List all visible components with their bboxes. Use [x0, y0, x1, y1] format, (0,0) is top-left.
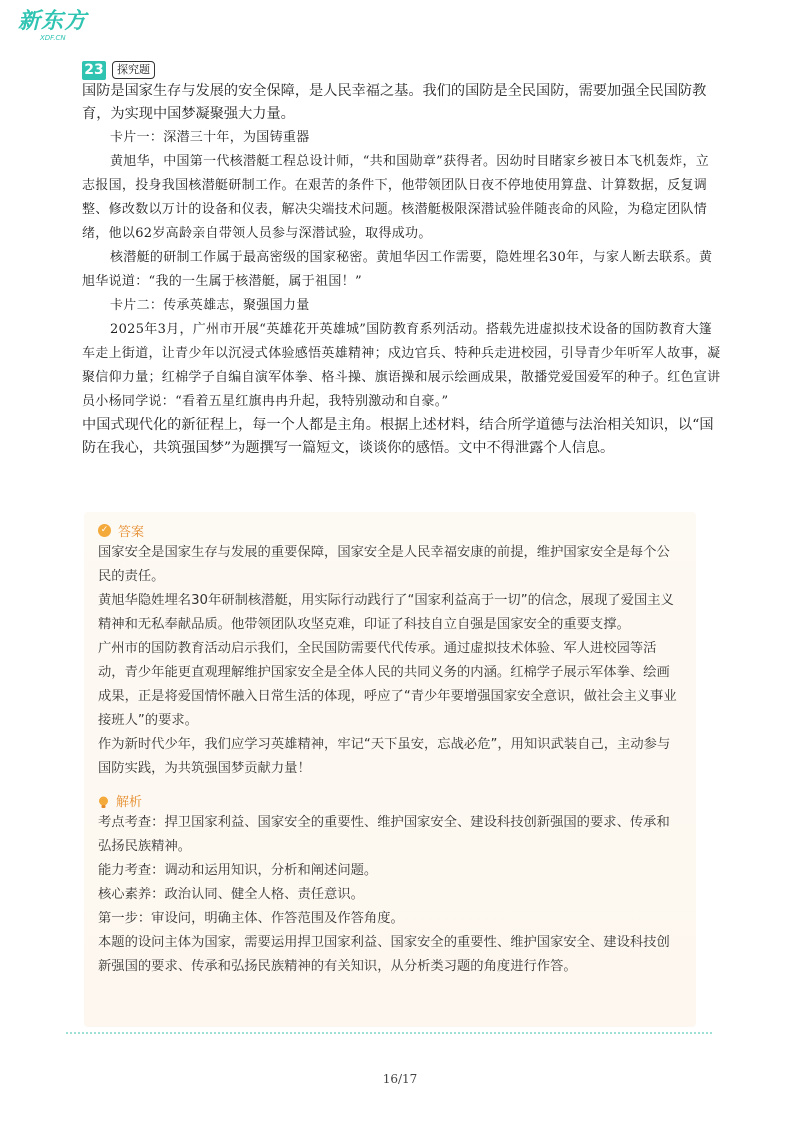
xdf-logo: [18, 10, 90, 44]
analysis-heading: [98, 789, 696, 811]
question-number: 23: [82, 61, 106, 80]
card1-paragraph-1: 黄旭华，中国第一代核潜艇工程总设计师，“共和国勋章”获得者。因幼时目睹家乡被日本飞机轰炸，立志报国，投身我国核潜艇研制工作。在艰苦的条件下，他带领团队日夜不停地使用算盘、计算数据，反复调整、修改数以万计的设备和仪表，解决尖端技术问题。核潜艇极限深潜试验伴随丧命的风险，为稳定团队情绪，他以62岁高龄亲自带领人员参与深潜试验，取得成功。: [82, 154, 710, 241]
answer-paragraph: 广州市的国防教育活动启示我们，全民国防需要代代传承。通过虚拟技术体验、军人进校园等活动，青少年能更直观理解维护国家安全是全体人民的共同义务的内涵。红棉学子展示军体拳、绘画成果，正是将爱国情怀融入日常生活的体现，呼应了“青少年要增强国家安全意识，做社会主义事业接班人”的要求。: [98, 641, 677, 728]
answer-label: 答案: [118, 524, 145, 540]
check-circle-icon: ✓: [98, 524, 111, 537]
card1-title: 卡片一：深潜三十年，为国铸重器: [110, 130, 310, 145]
card2-title: 卡片二：传承英雄志，聚强国力量: [110, 298, 310, 313]
card1-paragraph-2: 核潜艇的研制工作属于最高密级的国家秘密。黄旭华因工作需要，隐姓埋名30年，与家人断去联系。黄旭华说道：“我的一生属于核潜艇，属于祖国！”: [82, 250, 713, 289]
question-header: [82, 60, 155, 80]
card2-paragraph-1: 2025年3月，广州市开展“英雄花开英雄城”国防教育系列活动。搭载先进虚拟技术设备的国防教育大篷车走上街道，让青少年以沉浸式体验感悟英雄精神；戍边官兵、特种兵走进校园，引导青少年听军人故事，凝聚信仰力量；红棉学子自编自演军体拳、格斗操、旗语操和展示绘画成果，散播党爱国爱军的种子。红色宣讲员小杨同学说：“看着五星红旗冉冉升起，我特别激动和自豪。”: [82, 322, 721, 409]
analysis-paragraph: 能力考查：调动和运用知识，分析和阐述问题。: [98, 863, 378, 878]
analysis-paragraph: 考点考查：捍卫国家利益、国家安全的重要性、维护国家安全、建设科技创新强国的要求、传承和弘扬民族精神。: [98, 815, 670, 854]
logo-text: 新东方: [18, 9, 88, 34]
analysis-paragraph: 本题的设问主体为国家，需要运用捍卫国家利益、国家安全的重要性、维护国家安全、建设科技创新强国的要求、传承和弘扬民族精神的有关知识，从分析类习题的角度进行作答。: [98, 935, 670, 974]
question-stem: [82, 80, 722, 460]
analysis-paragraph: 核心素养：政治认同、健全人格、责任意识。: [98, 887, 364, 902]
question-intro: 国防是国家生存与发展的安全保障，是人民幸福之基。我们的国防是全民国防，需要加强全民国防教育，为实现中国梦凝聚强大力量。: [82, 83, 707, 122]
answer-heading: [98, 519, 696, 541]
answer-paragraph: 黄旭华隐姓埋名30年研制核潜艇，用实际行动践行了“国家利益高于一切”的信念，展现了爱国主义精神和无私奉献品质。他带领团队攻坚克难，印证了科技自立自强是国家安全的重要支撑。: [98, 593, 674, 632]
answer-paragraph: 作为新时代少年，我们应学习英雄精神，牢记“天下虽安，忘战必危”，用知识武装自己，主动参与国防实践，为共筑强国梦贡献力量！: [98, 737, 671, 776]
answer-panel: [84, 512, 696, 1027]
question-task: 中国式现代化的新征程上，每一个人都是主角。根据上述材料，结合所学道德与法治相关知识，以“国防在我心，共筑强国梦”为题撰写一篇短文，谈谈你的感悟。文中不得泄露个人信息。: [82, 417, 714, 456]
page-number: 16/17: [382, 1072, 418, 1086]
lightbulb-icon: [98, 794, 109, 807]
footer-divider: [66, 1032, 712, 1034]
analysis-label: 解析: [116, 794, 143, 810]
logo-subtext: XDF.CN: [40, 34, 66, 42]
answer-body: [98, 541, 678, 781]
answer-paragraph: 国家安全是国家生存与发展的重要保障，国家安全是人民幸福安康的前提，维护国家安全是每个公民的责任。: [98, 545, 670, 584]
question-type-tag: 探究题: [112, 61, 155, 79]
analysis-body: [98, 811, 678, 979]
analysis-paragraph: 第一步：审设问，明确主体、作答范围及作答角度。: [98, 911, 404, 926]
